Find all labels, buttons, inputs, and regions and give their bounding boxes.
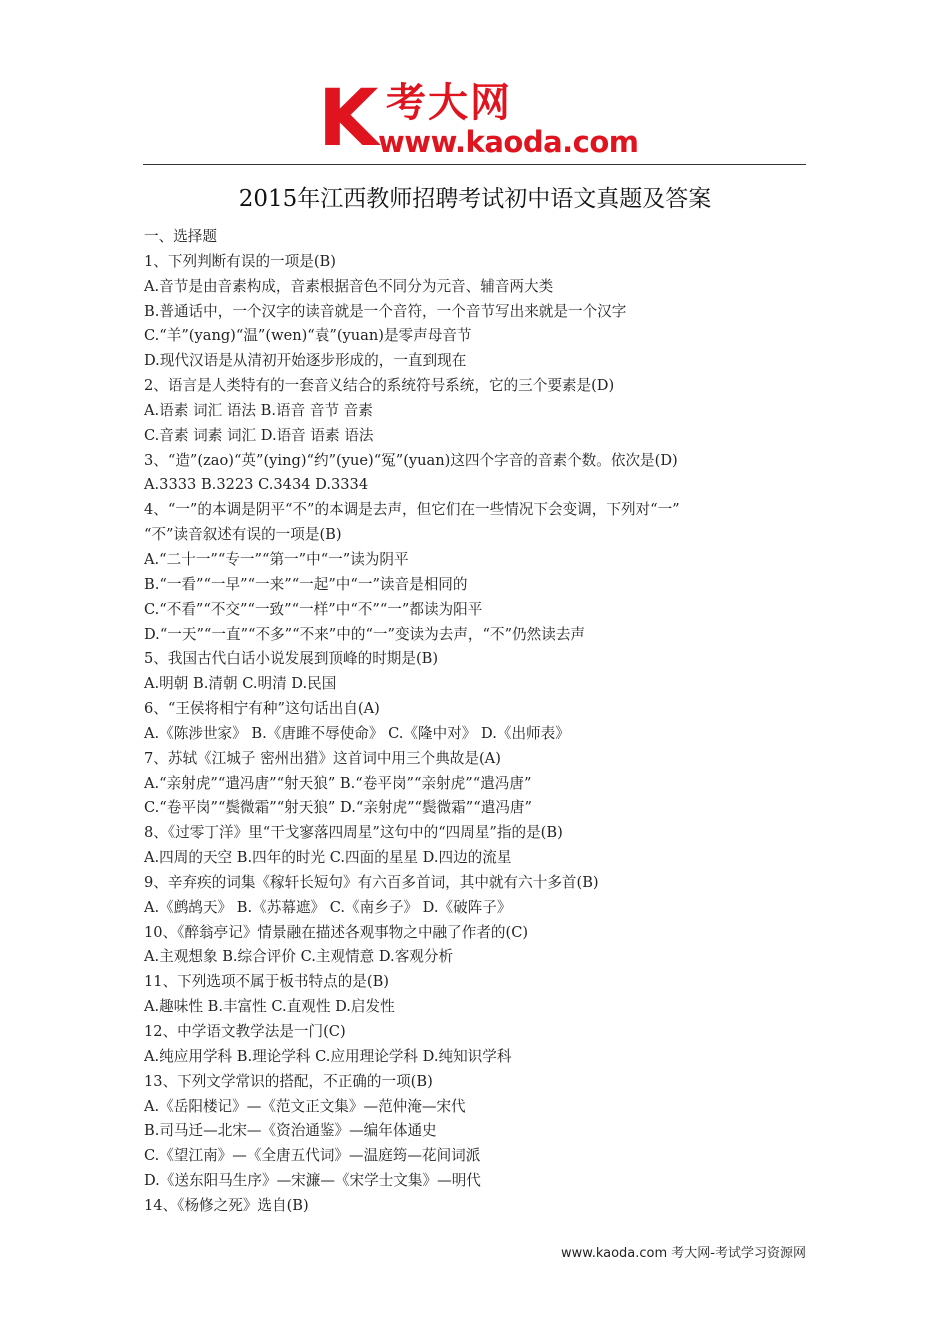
text-line: 11、下列选项不属于板书特点的是(B) [144,973,389,991]
text-line: 12、中学语文教学法是一门(C) [144,1023,346,1040]
logo-brand-name: 考大网 [386,80,512,126]
text-line: A.《岳阳楼记》—《范文正文集》—范仲淹—宋代 [144,1097,466,1115]
text-line: 2、语言是人类特有的一套音义结合的系统符号系统，它的三个要素是(D) [144,377,615,395]
text-line: C.“羊”(yang)“温”(wen)“袁”(yuan)是零声母音节 [144,327,472,345]
text-line: A.《陈涉世家》 B.《唐雎不辱使命》 C.《隆中对》 D.《出师表》 [144,724,570,742]
text-line: 7、苏轼《江城子 密州出猎》这首词中用三个典故是(A) [144,749,501,767]
text-line: A.趣味性 B.丰富性 C.直观性 D.启发性 [144,998,395,1016]
text-line: A.“亲射虎”“遣冯唐”“射天狼” B.“卷平岗”“亲射虎”“遣冯唐” [144,774,532,792]
text-line: B.普通话中，一个汉字的读音就是一个音符，一个音节写出来就是一个汉字 [144,302,627,320]
text-line: B.“一看”“一早”“一来”“一起”中“一”读音是相同的 [144,575,468,593]
text-line: D.“一天”“一直”“不多”“不来”中的“一”变读为去声，“不”仍然读去声 [144,625,586,643]
text-line: B.司马迁—北宋—《资治通鉴》—编年体通史 [144,1122,437,1140]
document-body [144,225,824,1219]
logo-k-mark: K [318,74,377,164]
text-line: A.主观想象 B.综合评价 C.主观情意 D.客观分析 [144,948,454,966]
text-line: C.“卷平岗”“鬓微霜”“射天狼” D.“亲射虎”“鬓微霜”“遣冯唐” [144,799,532,817]
text-line: 一、选择题 [144,228,217,245]
text-line: C.音素 词素 词汇 D.语音 语素 语法 [144,426,374,444]
text-line: A.《鹧鸪天》 B.《苏幕遮》 C.《南乡子》 D.《破阵子》 [144,898,512,916]
text-line: A.3333 B.3223 C.3434 D.3334 [144,476,369,494]
text-line: 5、我国古代白话小说发展到顶峰的时期是(B) [144,650,439,668]
text-line: A.四周的天空 B.四年的时光 C.四面的星星 D.四边的流星 [144,849,512,867]
text-line: A.语素 词汇 语法 B.语音 音节 音素 [144,401,373,419]
text-line: 13、下列文学常识的搭配，不正确的一项(B) [144,1072,433,1090]
text-line: A.音节是由音素构成，音素根据音色不同分为元音、辅音两大类 [144,277,554,295]
text-line: A.“二十一”“专一”“第一”中“一”读为阴平 [144,550,409,568]
text-line: “不”读音叙述有误的一项是(B) [144,526,342,544]
text-line: 6、“王侯将相宁有种”这句话出自(A) [144,700,380,718]
logo-url: www.kaoda.com [378,125,639,159]
text-line: A.明朝 B.清朝 C.明清 D.民国 [144,675,337,693]
page-footer: www.kaoda.com 考大网-考试学习资源网 [561,1246,806,1261]
text-line: C.《望江南》—《全唐五代词》—温庭筠—花间词派 [144,1147,481,1165]
text-line: 4、“一”的本调是阴平“不”的本调是去声，但它们在一些情况下会变调，下列对“一” [144,501,680,519]
text-line: D.现代汉语是从清初开始逐步形成的，一直到现在 [144,352,467,370]
text-line: A.纯应用学科 B.理论学科 C.应用理论学科 D.纯知识学科 [144,1047,512,1065]
text-line: 3、“造”(zao)“英”(ying)“约”(yue)“冤”(yuan)这四个字音的音素个数。依次是(D) [144,451,678,469]
text-line: 8、《过零丁洋》里“干戈寥落四周星”这句中的“四周星”指的是(B) [144,824,563,842]
text-line: 9、辛弃疾的词集《稼轩长短句》有六百多首词，其中就有六十多首(B) [144,873,599,891]
kaoda-logo [318,74,639,164]
text-line: 1、下列判断有误的一项是(B) [144,252,336,270]
text-line: D.《送东阳马生序》—宋濂—《宋学士文集》—明代 [144,1172,481,1190]
text-line: 10、《醉翁亭记》情景融在描述各观事物之中融了作者的(C) [144,923,529,941]
text-line: 14、《杨修之死》选自(B) [144,1196,309,1214]
header-divider [143,164,806,165]
text-line: C.“不看”“不交”“一致”“一样”中“不”“一”都读为阳平 [144,600,483,618]
document-title: 2015年江西教师招聘考试初中语文真题及答案 [238,186,712,212]
